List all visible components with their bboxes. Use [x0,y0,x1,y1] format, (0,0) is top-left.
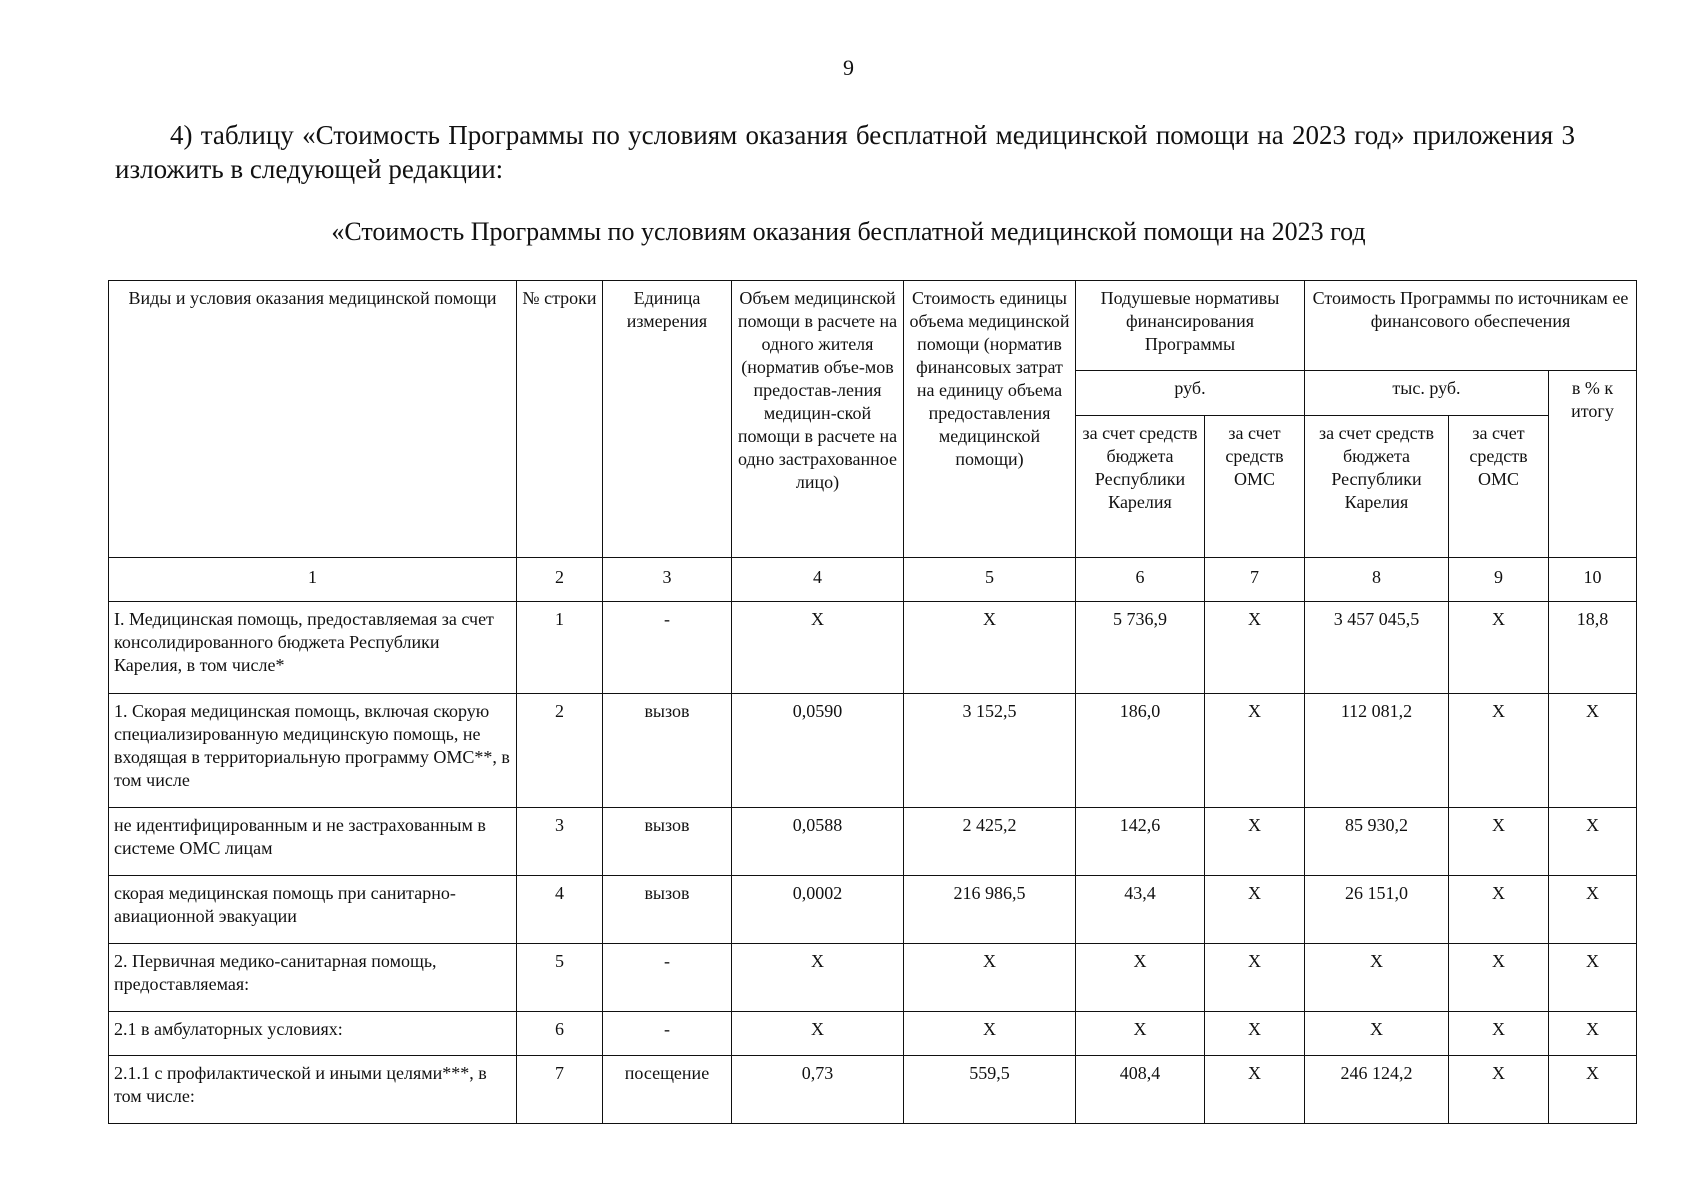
column-number: 2 [517,558,603,602]
row-cost-oms: X [1449,944,1549,1012]
table-title: «Стоимость Программы по условиям оказания бесплатной медицинской помощи на 2023 год [331,217,1366,246]
column-numbers-row [109,558,1637,602]
row-name: скорая медицинская помощь при санитарно-авиационной эвакуации [109,876,517,944]
row-volume: 0,0002 [732,876,904,944]
row-name: 2. Первичная медико-санитарная помощь, предоставляемая: [109,944,517,1012]
header-row-number: № строки [517,281,603,558]
header-cost-budget: за счет средств бюджета Республики Карелия [1305,416,1449,558]
row-unit: вызов [603,808,732,876]
row-volume: 0,0588 [732,808,904,876]
table-body [109,602,1637,1124]
header-percapita-budget: за счет средств бюджета Республики Карелия [1076,416,1205,558]
header-percapita-oms: за счет средств ОМС [1205,416,1305,558]
row-name: I. Медицинская помощь, предоставляемая за счет консолидированного бюджета Республики Карелия, в том числе* [109,602,517,694]
row-unit-cost: X [904,1012,1076,1056]
row-percent: X [1549,808,1637,876]
row-percapita-oms: X [1205,944,1305,1012]
row-unit: вызов [603,694,732,808]
table-row [109,808,1637,876]
row-percent: X [1549,1056,1637,1124]
table-row [109,876,1637,944]
cost-table [108,280,1637,1124]
row-number: 4 [517,876,603,944]
column-number: 9 [1449,558,1549,602]
table-header [109,281,1637,602]
row-percapita-oms: X [1205,876,1305,944]
column-number: 1 [109,558,517,602]
row-unit: - [603,602,732,694]
row-percapita-budget: 186,0 [1076,694,1205,808]
row-unit: - [603,944,732,1012]
row-percapita-budget: 142,6 [1076,808,1205,876]
row-name: не идентифицированным и не застрахованным в системе ОМС лицам [109,808,517,876]
row-cost-budget: 26 151,0 [1305,876,1449,944]
header-cost-group: Стоимость Программы по источникам ее финансового обеспечения [1305,281,1637,371]
header-unit: Единица измерения [603,281,732,558]
header-unit-thousand-rub: тыс. руб. [1305,371,1549,416]
column-number: 3 [603,558,732,602]
table-row [109,1012,1637,1056]
row-cost-budget: X [1305,1012,1449,1056]
column-number: 4 [732,558,904,602]
row-percent: X [1549,1012,1637,1056]
page-number: 9 [843,55,854,80]
row-cost-oms: X [1449,1056,1549,1124]
row-number: 5 [517,944,603,1012]
row-cost-budget: 3 457 045,5 [1305,602,1449,694]
row-number: 7 [517,1056,603,1124]
row-unit-cost: 559,5 [904,1056,1076,1124]
column-number: 10 [1549,558,1637,602]
row-percapita-oms: X [1205,602,1305,694]
row-unit-cost: X [904,944,1076,1012]
row-percapita-oms: X [1205,1012,1305,1056]
row-cost-budget: 112 081,2 [1305,694,1449,808]
row-unit-cost: 216 986,5 [904,876,1076,944]
row-volume: 0,73 [732,1056,904,1124]
row-cost-budget: 246 124,2 [1305,1056,1449,1124]
row-cost-oms: X [1449,1012,1549,1056]
row-cost-oms: X [1449,808,1549,876]
intro-paragraph [115,118,1575,186]
header-unit-rub: руб. [1076,371,1305,416]
row-percent: X [1549,944,1637,1012]
column-number: 7 [1205,558,1305,602]
row-volume: 0,0590 [732,694,904,808]
row-percapita-budget: 43,4 [1076,876,1205,944]
row-cost-oms: X [1449,876,1549,944]
row-cost-budget: 85 930,2 [1305,808,1449,876]
header-volume: Объем медицинской помощи в расчете на одного жителя (норматив объе-мов предостав-ления медицин-ской помощи в расчете на одно застрахованное лицо) [732,281,904,558]
column-number: 5 [904,558,1076,602]
header-percent-total: в % к итогу [1549,371,1637,558]
row-volume: X [732,1012,904,1056]
row-cost-oms: X [1449,694,1549,808]
row-unit-cost: 3 152,5 [904,694,1076,808]
row-percapita-oms: X [1205,694,1305,808]
row-percapita-oms: X [1205,808,1305,876]
row-number: 3 [517,808,603,876]
row-name: 1. Скорая медицинская помощь, включая скорую специализированную медицинскую помощь, не входящая в территориальную программу ОМС**, в том числе [109,694,517,808]
row-number: 2 [517,694,603,808]
table-row [109,1056,1637,1124]
row-percapita-oms: X [1205,1056,1305,1124]
row-number: 6 [517,1012,603,1056]
row-unit: - [603,1012,732,1056]
intro-text: 4) таблицу «Стоимость Программы по условиям оказания бесплатной медицинской помощи на 2023 год» приложения 3 изложить в следующей редакции: [115,120,1575,184]
row-volume: X [732,944,904,1012]
column-number: 6 [1076,558,1205,602]
row-percapita-budget: X [1076,1012,1205,1056]
row-number: 1 [517,602,603,694]
table-row [109,944,1637,1012]
row-percapita-budget: 5 736,9 [1076,602,1205,694]
row-volume: X [732,602,904,694]
table-row [109,602,1637,694]
table-row [109,694,1637,808]
row-cost-budget: X [1305,944,1449,1012]
row-unit-cost: X [904,602,1076,694]
row-percent: X [1549,876,1637,944]
header-types: Виды и условия оказания медицинской помощи [109,281,517,558]
row-unit-cost: 2 425,2 [904,808,1076,876]
row-name: 2.1 в амбулаторных условиях: [109,1012,517,1056]
row-unit: вызов [603,876,732,944]
row-percent: X [1549,694,1637,808]
header-percapita-group: Подушевые нормативы финансирования Программы [1076,281,1305,371]
header-unit-cost: Стоимость единицы объема медицинской помощи (норматив финансовых затрат на единицу объема предоставления медицинской помощи) [904,281,1076,558]
header-cost-oms: за счет средств ОМС [1449,416,1549,558]
row-cost-oms: X [1449,602,1549,694]
row-name: 2.1.1 с профилактической и иными целями***, в том числе: [109,1056,517,1124]
column-number: 8 [1305,558,1449,602]
row-percapita-budget: X [1076,944,1205,1012]
row-percapita-budget: 408,4 [1076,1056,1205,1124]
row-unit: посещение [603,1056,732,1124]
row-percent: 18,8 [1549,602,1637,694]
